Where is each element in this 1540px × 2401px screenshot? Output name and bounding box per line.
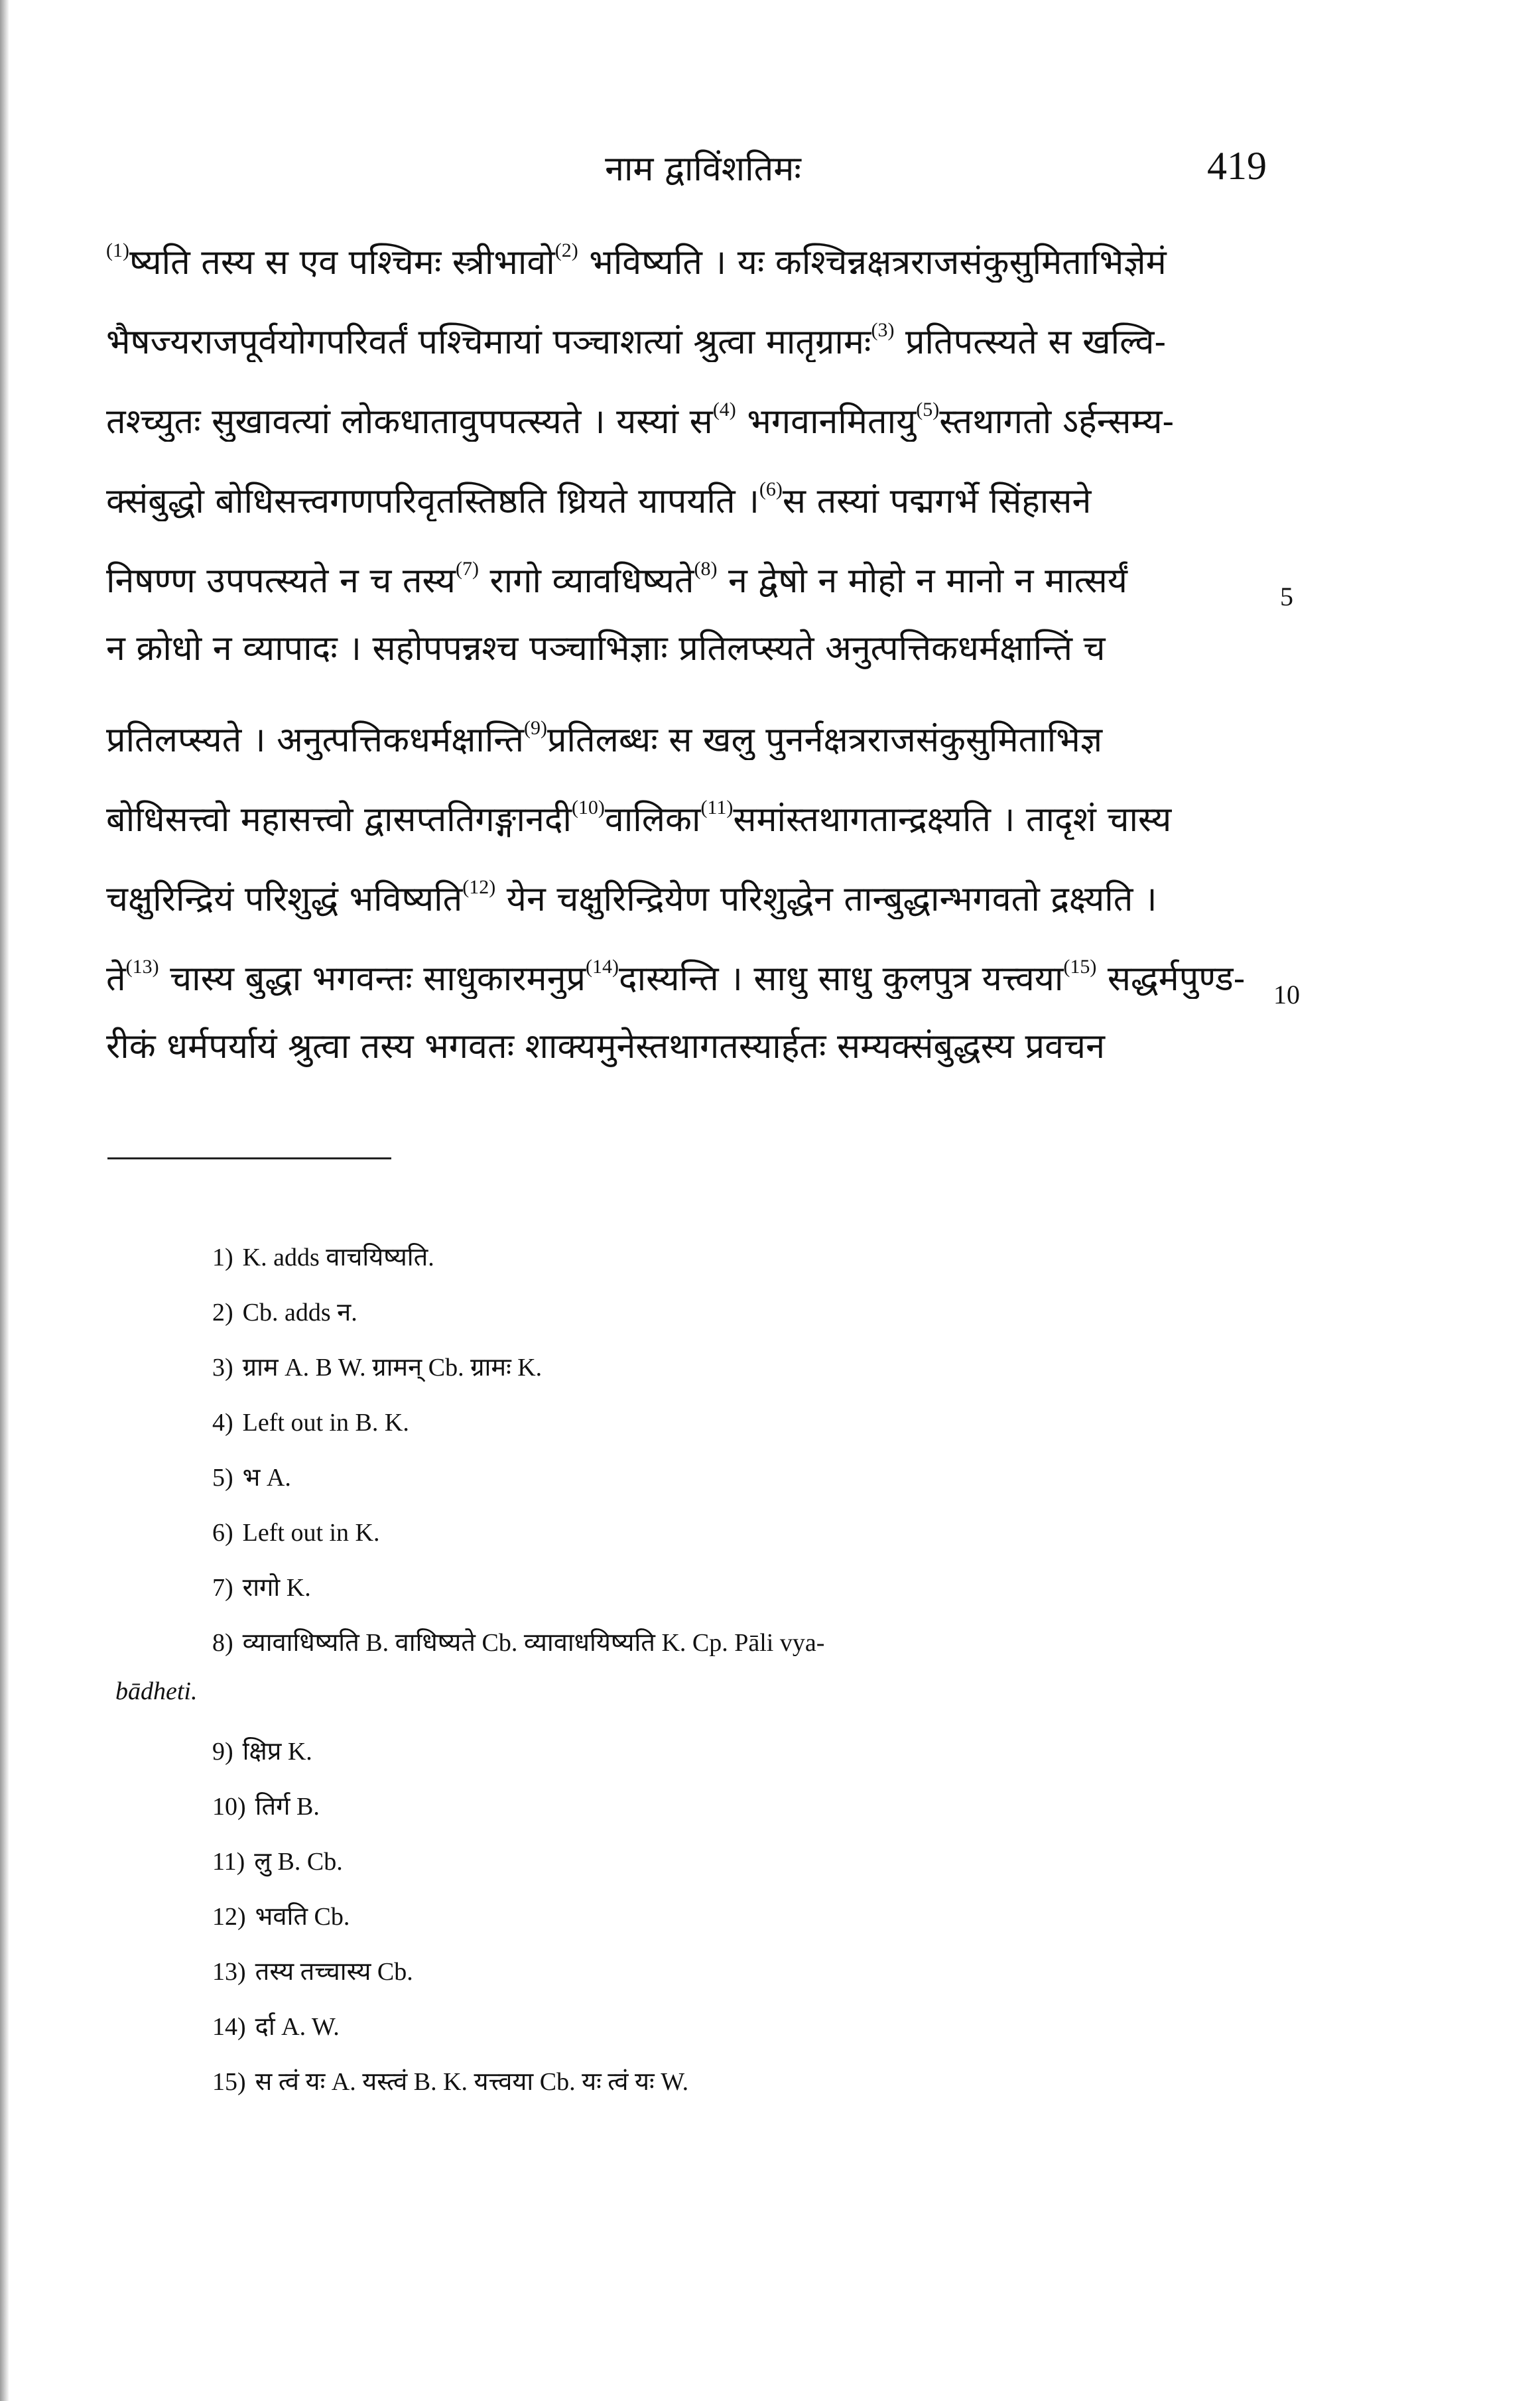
footnote-text: K. adds वाचयिष्यति. bbox=[242, 1244, 434, 1271]
footnote bbox=[212, 1838, 1247, 1886]
text-segment: समांस्तथागतान्द्रक्ष्यति । तादृशं चास्य bbox=[733, 800, 1172, 840]
footnote-continuation bbox=[106, 1667, 1141, 1715]
footnote-number: 6) bbox=[212, 1519, 233, 1547]
footnote-marker: (9) bbox=[523, 717, 547, 739]
footnote-marker: (7) bbox=[455, 558, 479, 580]
footnote-marker: (12) bbox=[462, 876, 496, 898]
footnote-number: 9) bbox=[212, 1738, 233, 1766]
text-segment: वालिका bbox=[604, 800, 701, 840]
footnote-marker: (11) bbox=[700, 797, 734, 818]
footnote-number: 13) bbox=[212, 1958, 246, 1986]
running-title: नाम द्वाविंशतिमः bbox=[605, 149, 801, 189]
footnote-marker: (1) bbox=[106, 239, 129, 261]
footnote bbox=[212, 1893, 1247, 1941]
footnote-text: भ A. bbox=[242, 1464, 291, 1492]
text-segment: स्तथागतो ऽर्हन्सम्य- bbox=[939, 402, 1175, 442]
footnote-number: 12) bbox=[212, 1903, 246, 1931]
footnote-text: क्षिप्र K. bbox=[242, 1738, 312, 1766]
footnote-marker: (5) bbox=[916, 399, 940, 421]
footnote bbox=[212, 1948, 1247, 1996]
footnote bbox=[212, 2058, 1247, 2106]
footnote-marker: (13) bbox=[125, 956, 159, 978]
text-line-10 bbox=[106, 935, 1247, 999]
footnote-number: 5) bbox=[212, 1464, 233, 1492]
text-segment: प्रतिलब्धः स खलु पुनर्नक्षत्रराजसंकुसुमिताभिज्ञ bbox=[546, 720, 1103, 760]
footnote-separator-rule bbox=[107, 1157, 391, 1159]
footnote-text: तस्य तच्चास्य Cb. bbox=[255, 1958, 413, 1986]
footnote-number: 7) bbox=[212, 1574, 233, 1602]
footnote-number: 14) bbox=[212, 2013, 246, 2041]
text-segment: सद्धर्मपुण्ड- bbox=[1096, 959, 1246, 999]
text-segment: ष्यति तस्य स एव पश्चिमः स्त्रीभावो bbox=[129, 243, 555, 283]
footnote-text: रागो K. bbox=[242, 1574, 311, 1602]
text-segment: दास्यन्ति । साधु साधु कुलपुत्र यत्त्वया bbox=[619, 959, 1064, 999]
text-segment: चक्षुरिन्द्रियं परिशुद्धं भविष्यति bbox=[106, 879, 463, 919]
text-segment: भैषज्यराजपूर्वयोगपरिवर्तं पश्चिमायां पञ्चाशत्यां श्रुत्वा मातृग्रामः bbox=[106, 322, 871, 362]
text-line-2 bbox=[106, 298, 1247, 362]
text-line-3 bbox=[106, 378, 1247, 442]
page-number: 419 bbox=[1207, 144, 1267, 188]
text-line-11 bbox=[106, 1015, 1247, 1078]
footnote bbox=[212, 1454, 1247, 1502]
footnote-number: 10) bbox=[212, 1793, 246, 1821]
footnote-number: 4) bbox=[212, 1409, 233, 1437]
footnote bbox=[212, 1728, 1247, 1776]
text-line-7 bbox=[106, 696, 1247, 760]
footnote-number: 15) bbox=[212, 2068, 246, 2096]
text-segment: भगवानमितायु bbox=[736, 402, 917, 442]
footnote bbox=[212, 1344, 1247, 1392]
scan-edge-shadow bbox=[0, 0, 9, 2401]
text-segment: क्संबुद्धो बोधिसत्त्वगणपरिवृतस्तिष्ठति ध्रियते यापयति । bbox=[106, 482, 759, 521]
footnote-text: लु B. Cb. bbox=[254, 1848, 343, 1876]
text-segment: येन चक्षुरिन्द्रियेण परिशुद्धेन तान्बुद्धान्भगवतो द्रक्ष्यति । bbox=[495, 879, 1157, 919]
footnote-marker: (2) bbox=[554, 239, 578, 261]
footnote-text: Left out in B. K. bbox=[242, 1409, 409, 1437]
footnote-text: Cb. adds न. bbox=[242, 1299, 357, 1327]
footnote bbox=[212, 2003, 1247, 2051]
footnote bbox=[212, 1509, 1247, 1557]
text-segment: चास्य बुद्धा भगवन्तः साधुकारमनुप्र bbox=[159, 959, 586, 999]
text-segment: रागो व्यावधिष्यते bbox=[478, 561, 694, 601]
footnote-number: 2) bbox=[212, 1299, 233, 1327]
footnote-text: भवति Cb. bbox=[255, 1903, 350, 1931]
footnote-marker: (15) bbox=[1063, 956, 1097, 978]
footnote bbox=[212, 1289, 1247, 1336]
footnote-marker: (3) bbox=[871, 319, 895, 341]
footnote-marker: (14) bbox=[586, 956, 619, 978]
text-segment: रीकं धर्मपर्यायं श्रुत्वा तस्य भगवतः शाक्यमुनेस्तथागतस्यार्हतः सम्यक्संबुद्धस्य प्रवचन bbox=[106, 1027, 1105, 1067]
footnote-text: व्यावाधिष्यति B. वाधिष्यते Cb. व्यावाधयिष्यति K. Cp. Pāli vya- bbox=[242, 1629, 825, 1657]
text-segment: स तस्यां पद्मगर्भे सिंहासने bbox=[782, 482, 1092, 521]
footnote-text: Left out in K. bbox=[242, 1519, 380, 1547]
margin-line-number-10: 10 bbox=[1273, 980, 1300, 1009]
text-segment: प्रतिलप्स्यते । अनुत्पत्तिकधर्मक्षान्ति bbox=[106, 720, 524, 760]
footnote bbox=[212, 1619, 1247, 1667]
text-segment: भविष्यति । यः कश्चिन्नक्षत्रराजसंकुसुमिताभिज्ञेमं bbox=[578, 243, 1167, 283]
margin-line-number-5: 5 bbox=[1280, 582, 1293, 612]
footnote-number: 11) bbox=[212, 1848, 245, 1876]
text-line-4 bbox=[106, 458, 1247, 521]
text-segment: तश्च्युतः सुखावत्यां लोकधातावुपपत्स्यते । यस्यां स bbox=[106, 402, 713, 442]
text-line-8 bbox=[106, 776, 1247, 840]
footnote-number: 1) bbox=[212, 1244, 233, 1271]
text-segment: निषण्ण उपपत्स्यते न च तस्य bbox=[106, 561, 456, 601]
footnote-text: ग्राम A. B W. ग्रामन् Cb. ग्रामः K. bbox=[242, 1354, 543, 1382]
text-segment: प्रतिपत्स्यते स खल्वि- bbox=[894, 322, 1167, 362]
text-segment: न द्वेषो न मोहो न मानो न मात्सर्यं bbox=[717, 561, 1127, 601]
footnote bbox=[212, 1399, 1247, 1447]
text-line-9 bbox=[106, 856, 1247, 919]
text-segment: बोधिसत्त्वो महासत्त्वो द्वासप्ततिगङ्गानदी bbox=[106, 800, 572, 840]
text-line-5 bbox=[106, 537, 1247, 601]
footnote-number: 8) bbox=[212, 1629, 233, 1657]
footnote-text: तिर्ग B. bbox=[255, 1793, 320, 1821]
text-line-1 bbox=[106, 219, 1247, 283]
footnote-marker: (6) bbox=[759, 478, 783, 500]
footnote bbox=[212, 1783, 1247, 1831]
footnote-marker: (10) bbox=[571, 797, 605, 818]
footnote-number: 3) bbox=[212, 1354, 233, 1382]
footnote-marker: (4) bbox=[712, 399, 736, 421]
text-segment: ते bbox=[106, 959, 126, 999]
footnote-text: bādheti. bbox=[115, 1677, 198, 1705]
footnote-text: र्दा A. W. bbox=[255, 2013, 340, 2041]
footnote-text: स त्वं यः A. यस्त्वं B. K. यत्त्वया Cb. यः त्वं यः W. bbox=[255, 2068, 689, 2096]
text-segment: न क्रोधो न व्यापादः । सहोपपन्नश्च पञ्चाभिज्ञाः प्रतिलप्स्यते अनुत्पत्तिकधर्मक्षान्तिं च bbox=[106, 629, 1106, 669]
footnote bbox=[212, 1234, 1247, 1281]
footnote-marker: (8) bbox=[694, 558, 718, 580]
text-line-6 bbox=[106, 617, 1247, 681]
footnote bbox=[212, 1564, 1247, 1612]
